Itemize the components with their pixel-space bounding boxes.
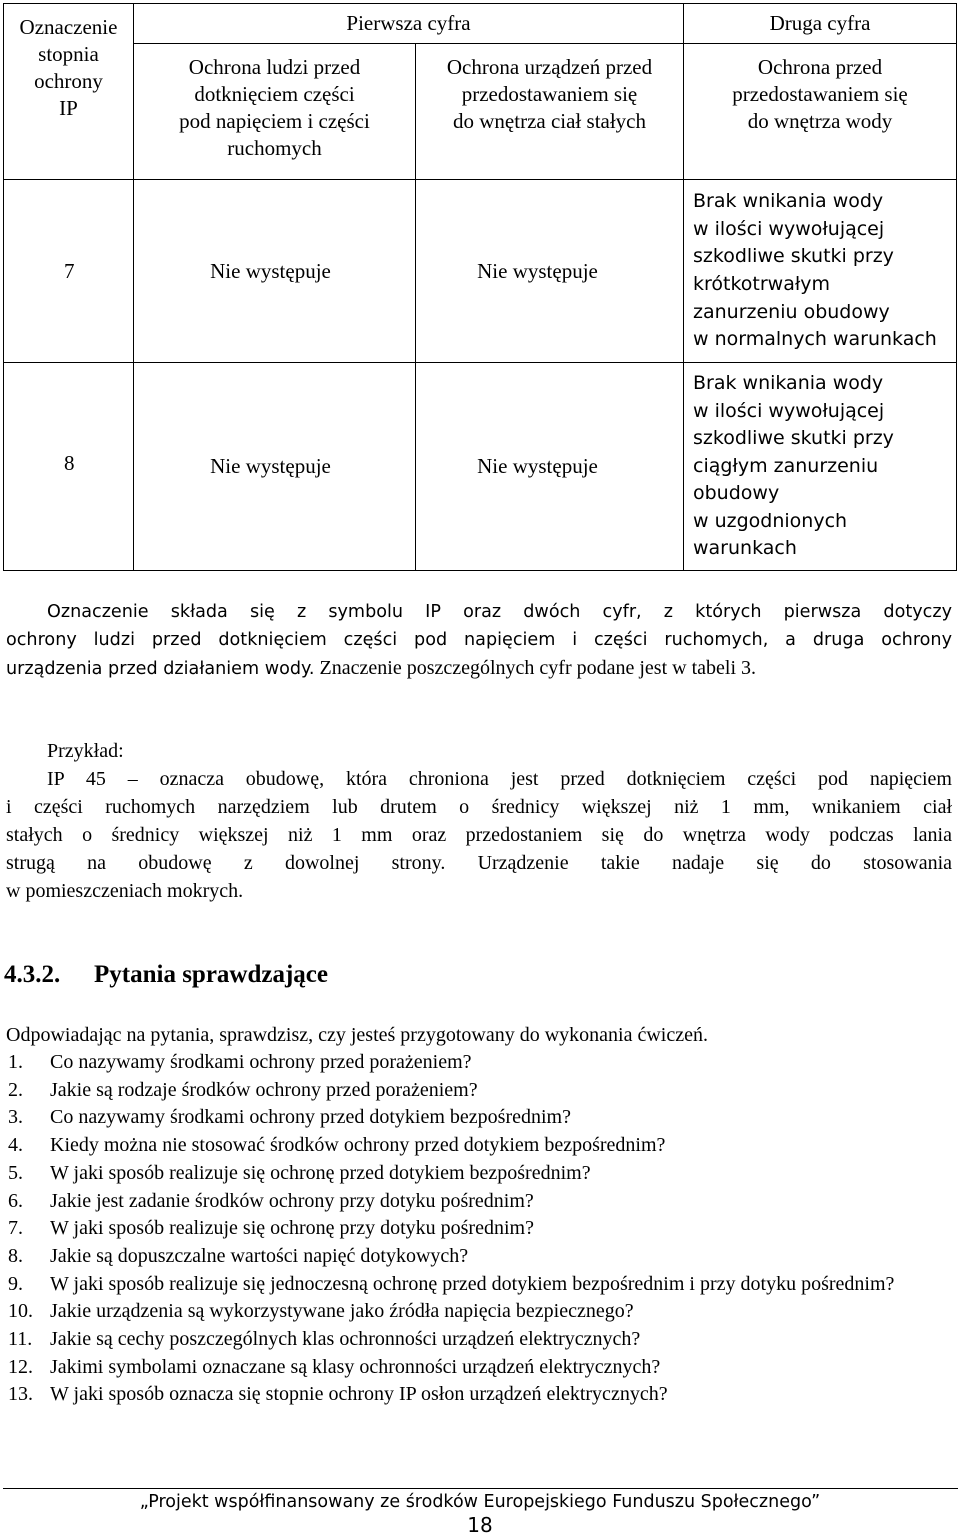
question-number: 4. [8, 1134, 23, 1157]
question-number: 10. [8, 1300, 33, 1323]
list-item [6, 1243, 952, 1271]
section-heading [4, 959, 328, 991]
example-line: w pomieszczeniach mokrych. [6, 880, 244, 902]
footer-divider [3, 1488, 958, 1489]
row-devices [416, 180, 684, 363]
question-number: 11. [8, 1328, 33, 1351]
question-text: W jaki sposób oznacza się stopnie ochrony IP osłon urządzeń elektrycznych? [50, 1383, 668, 1406]
header-second-digit: Druga cyfra [684, 4, 957, 44]
question-text: Jakie jest zadanie środków ochrony przy dotyku pośrednim? [50, 1189, 534, 1212]
question-text: W jaki sposób realizuje się jednoczesną ochronę przed dotykiem bezpośrednim i przy dotyku pośrednim? [50, 1272, 895, 1295]
row-people [134, 363, 416, 571]
example-block [6, 737, 952, 905]
row-water: Brak wnikania wody w ilości wywołującej szkodliwe skutki przy ciągłym zanurzeniu obudowy w uzgodnionych warunkach [684, 363, 957, 571]
question-text: Jakimi symbolami oznaczane są klasy ochronności urządzeń elektrycznych? [50, 1355, 661, 1378]
example-label: Przykład: [47, 740, 124, 762]
question-text: Co nazywamy środkami ochrony przed dotykiem bezpośrednim? [50, 1106, 571, 1129]
lead-text: Odpowiadając na pytania, sprawdzisz, czy jesteś przygotowany do wykonania ćwiczeń. [6, 1024, 708, 1046]
list-item [6, 1132, 952, 1160]
header-first-digit: Pierwsza cyfra [134, 4, 684, 44]
row-devices [416, 363, 684, 571]
example-line: IP 45 ‒ oznacza obudowę, która chroniona jest przed dotknięciem części pod napięciem [47, 768, 952, 790]
question-number: 7. [8, 1217, 23, 1240]
list-item [6, 1326, 952, 1354]
row-code-value: 7 [64, 258, 75, 283]
list-item [6, 1215, 952, 1243]
intro-paragraph [6, 598, 952, 683]
intro-line-suffix: Znaczenie poszczególnych cyfr podane jest w tabeli 3. [314, 657, 757, 679]
list-item [6, 1077, 952, 1105]
question-number: 1. [8, 1051, 23, 1073]
question-text: W jaki sposób realizuje się ochronę przy dotyku pośrednim? [50, 1217, 534, 1240]
list-item [6, 1298, 952, 1326]
question-text: Jakie urządzenia są wykorzystywane jako źródła napięcia bezpiecznego? [50, 1300, 634, 1323]
row-people-value: Nie występuje [210, 454, 331, 478]
table-row [4, 180, 957, 363]
list-item [6, 1104, 952, 1132]
question-number: 3. [8, 1106, 23, 1129]
section-title: Pytania sprawdzające [94, 961, 328, 988]
ip-protection-table [3, 3, 957, 571]
example-line: stałych o średnicy większej niż 1 mm oraz przedostaniem się do wnętrza wody podczas lania [6, 824, 952, 846]
intro-line-prefix: urządzenia przed działaniem wody. [6, 659, 315, 679]
footer-text: „Projekt współfinansowany ze środków Europejskiego Funduszu Społecznego” [139, 1492, 821, 1512]
question-number: 5. [8, 1161, 23, 1184]
example-line: strugą na obudowę z dowolnej strony. Urządzenie takie nadaje się do stosowania [6, 852, 952, 874]
question-number: 13. [8, 1383, 33, 1406]
question-text: W jaki sposób realizuje się ochronę przed dotykiem bezpośrednim? [50, 1161, 591, 1184]
question-text: Jakie są dopuszczalne wartości napięć dotykowych? [50, 1244, 469, 1267]
example-line: i części ruchomych narzędziem lub drutem o średnicy większej niż 1 mm, wnikaniem ciał [6, 796, 952, 818]
list-item [6, 1271, 952, 1299]
header-device-protection: Ochrona urządzeń przed przedostawaniem się do wnętrza ciał stałych [416, 44, 684, 180]
question-list [6, 1049, 952, 1409]
intro-line: ochrony ludzi przed dotknięciem części pod napięciem i części ruchomych, a druga ochrony [6, 630, 952, 650]
intro-line [6, 654, 952, 683]
table-row [4, 363, 957, 571]
header-people-protection: Ochrona ludzi przed dotknięciem części pod napięciem i części ruchomych [134, 44, 416, 180]
header-water-protection: Ochrona przed przedostawaniem się do wnętrza wody [684, 44, 957, 180]
question-number: 6. [8, 1189, 23, 1212]
question-text: Jakie są cechy poszczególnych klas ochronności urządzeń elektrycznych? [50, 1328, 641, 1351]
list-item [6, 1354, 952, 1382]
row-people [134, 180, 416, 363]
row-devices-value: Nie występuje [477, 454, 598, 478]
row-code-value: 8 [64, 451, 75, 475]
question-text: Kiedy można nie stosować środków ochrony przed dotykiem bezpośrednim? [50, 1134, 666, 1157]
question-number: 12. [8, 1355, 33, 1378]
question-number: 9. [8, 1272, 23, 1295]
list-item [6, 1381, 952, 1409]
question-number: 2. [8, 1078, 23, 1101]
row-water: Brak wnikania wody w ilości wywołującej szkodliwe skutki przy krótkotrwałym zanurzeniu obudowy w normalnych warunkach [684, 180, 957, 363]
list-item [6, 1188, 952, 1216]
intro-line: Oznaczenie składa się z symbolu IP oraz dwóch cyfr, z których pierwsza dotyczy [47, 602, 952, 622]
row-code [4, 363, 134, 571]
header-designation: Oznaczenie stopnia ochrony IP [4, 4, 134, 180]
list-item [6, 1160, 952, 1188]
list-item [6, 1049, 952, 1077]
section-number: 4.3.2. [4, 961, 61, 988]
row-people-value: Nie występuje [210, 258, 331, 283]
row-devices-value: Nie występuje [477, 258, 598, 283]
question-text: Co nazywamy środkami ochrony przed porażeniem? [50, 1051, 472, 1073]
page-number: 18 [467, 1513, 493, 1537]
question-number: 8. [8, 1244, 23, 1267]
row-code [4, 180, 134, 363]
question-text: Jakie są rodzaje środków ochrony przed porażeniem? [50, 1078, 478, 1101]
